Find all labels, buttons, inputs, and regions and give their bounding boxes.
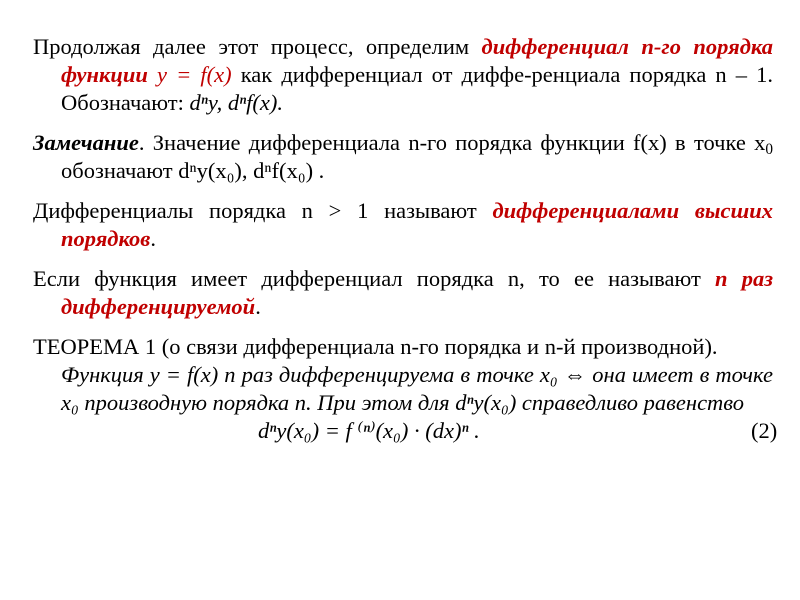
paragraph-definition-text-b: как дифференциал от диффе-ренциала порядка n – 1. Обозначают: <box>61 62 773 115</box>
n-times-end: . <box>255 294 261 319</box>
remark-tail: обозначают dⁿy(x₀), dⁿf(x₀) . <box>61 158 325 183</box>
paragraph-n-times-differentiable <box>33 265 773 321</box>
theorem-body: Функция y = f(x) n раз дифференцируема в точке x₀ ⇔ она имеет в точке x₀ производную порядка n. При этом для dⁿy(x₀) справедливо равенство <box>61 362 773 415</box>
paragraph-higher-order <box>33 197 773 253</box>
term-n-times-differentiable: n раз дифференцируемой <box>61 266 773 319</box>
paragraph-definition <box>33 33 773 117</box>
function-notation: y = f(x) <box>157 62 232 87</box>
formula: dⁿy(x₀) = f ⁽ⁿ⁾(x₀) · (dx)ⁿ . <box>258 418 480 443</box>
differential-notation: dⁿy, dⁿf(x). <box>189 90 284 115</box>
paragraph-definition-text-a: Продолжая далее этот процесс, определим <box>33 34 482 59</box>
equation-number: (2) <box>751 418 778 443</box>
term-higher-order-differentials: дифференциалами высших порядков <box>61 198 773 251</box>
n-times-text: Если функция имеет дифференциал порядка n, то ее называют <box>33 266 716 291</box>
term-nth-differential: дифференциал n-го порядка функции <box>61 34 773 87</box>
higher-order-end: . <box>150 226 156 251</box>
theorem-heading <box>33 333 773 361</box>
remark-label: Замечание <box>33 130 139 155</box>
remark-text: . Значение дифференциала n-го порядка функции f(x) в точке x <box>138 130 766 155</box>
paragraph-remark: Замечание. Значение дифференциала n-го порядка функции f(x) в точке $x_0$ обозначают dⁿy(x₀), dⁿf(x₀) . <box>33 130 773 183</box>
theorem-heading-text: ТЕОРЕМА 1 (о связи дифференциала n-го порядка и n-й производной). <box>33 334 718 359</box>
formula-line <box>61 417 778 447</box>
higher-order-text: Дифференциалы порядка n > 1 называют <box>33 198 493 223</box>
slide-content <box>33 33 778 447</box>
